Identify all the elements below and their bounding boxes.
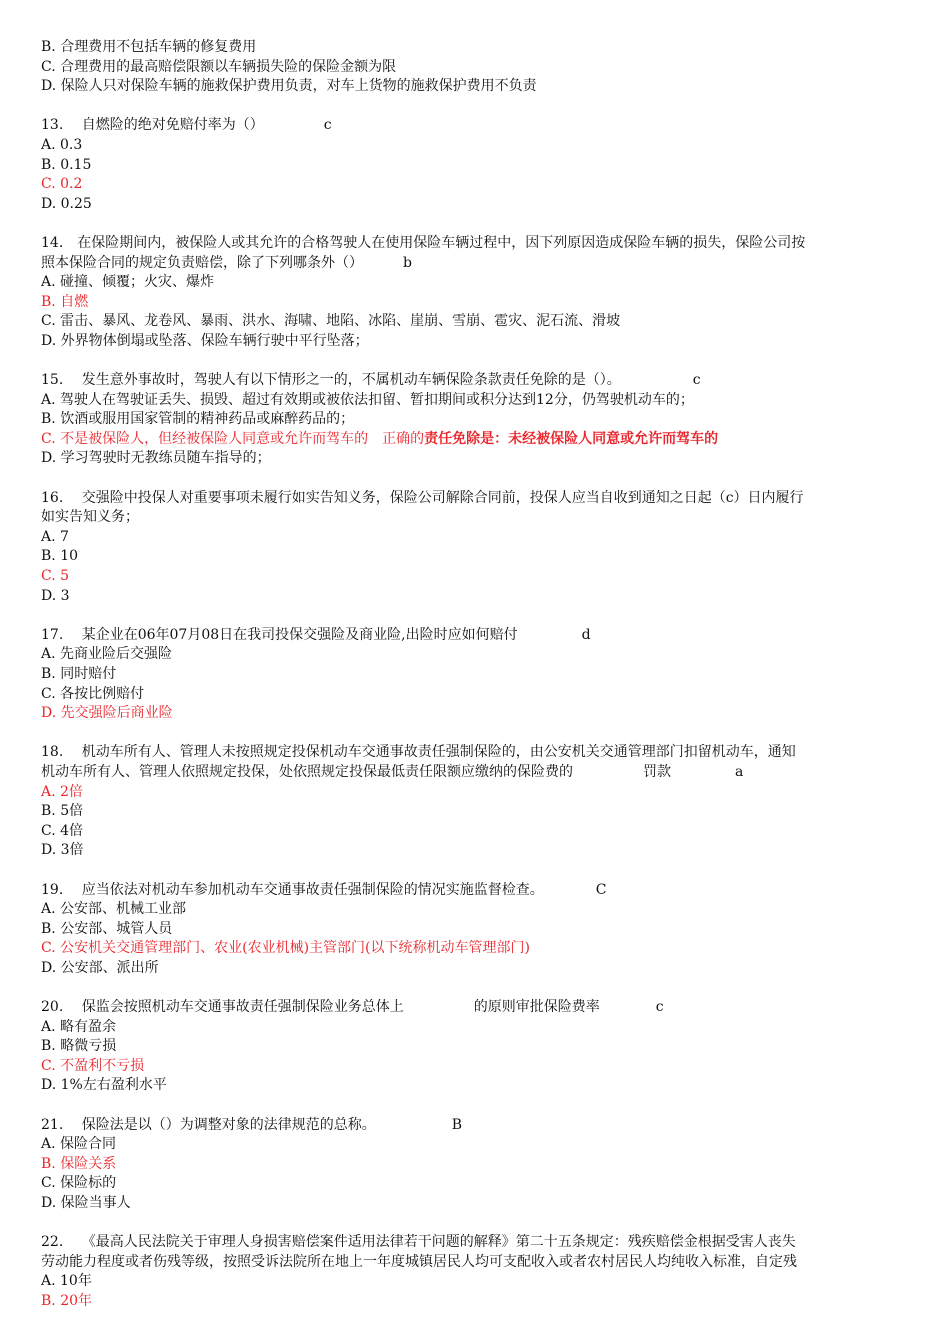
question-stem-cont — [41, 1253, 907, 1273]
answer-option — [41, 136, 907, 156]
answer-key: B — [451, 1116, 463, 1133]
answer-option — [41, 273, 907, 293]
question-stem — [41, 116, 907, 136]
answer-option — [41, 959, 907, 979]
question-stem — [41, 234, 907, 254]
answer-option — [41, 1155, 907, 1175]
question-stem — [41, 998, 907, 1018]
answer-option — [41, 1037, 907, 1057]
answer-option-text: A. 驾驶人在驾驶证丢失、损毁、超过有效期或被依法扣留、暂扣期间或积分达到12分，仍驾驶机动车的； — [41, 391, 694, 408]
answer-option-text: D. 外界物体倒塌或坠落、保险车辆行驶中平行坠落； — [41, 332, 369, 349]
answer-key: b — [403, 254, 412, 271]
answer-key: c — [692, 372, 701, 389]
document-page — [41, 38, 907, 1312]
blank-line — [41, 97, 907, 117]
prelude-option-text: D. 保险人只对保险车辆的施救保护费用负责，对车上货物的施救保护费用不负责 — [41, 78, 537, 95]
answer-option-text: D. 1%左右盈利水平 — [41, 1077, 167, 1094]
answer-option — [41, 567, 907, 587]
answer-option — [41, 332, 907, 352]
answer-option — [41, 293, 907, 313]
answer-option — [41, 685, 907, 705]
question-stem-text: 17. 某企业在06年07月08日在我司投保交强险及商业险,出险时应如何赔付 — [41, 626, 518, 643]
answer-option-text: C. 公安机关交通管理部门、农业(农业机械)主管部门(以下统称机动车管理部门) — [41, 940, 530, 957]
answer-option-text: A. 碰撞、倾覆；火灾、爆炸 — [41, 274, 215, 291]
blank-line — [41, 352, 907, 372]
answer-note: 责任免除是：未经被保险人同意或允许而驾车的 — [424, 430, 719, 447]
answer-option-text: B. 10 — [41, 548, 79, 565]
answer-option-text: D. 保险当事人 — [41, 1195, 131, 1212]
answer-option-text: B. 20年 — [41, 1293, 93, 1309]
answer-option-text: C. 0.2 — [41, 176, 83, 193]
answer-option — [41, 665, 907, 685]
question-stem — [41, 489, 907, 509]
answer-option — [41, 783, 907, 803]
answer-option-text: A. 10年 — [41, 1273, 92, 1290]
answer-option — [41, 391, 907, 411]
answer-option — [41, 939, 907, 959]
answer-option-text: A. 7 — [41, 528, 69, 545]
answer-option-text: A. 保险合同 — [41, 1136, 117, 1153]
blank-line — [41, 861, 907, 881]
answer-key: c — [323, 117, 332, 134]
answer-option — [41, 822, 907, 842]
question-stem-text: 13. 自燃险的绝对免赔付率为（） — [41, 117, 264, 134]
answer-option-text: B. 饮酒或服用国家管制的精神药品或麻醉药品的； — [41, 411, 355, 428]
answer-option-text: A. 略有盈余 — [41, 1018, 117, 1035]
answer-option-text: A. 先商业险后交强险 — [41, 646, 173, 663]
answer-option-text: D. 3倍 — [41, 842, 84, 859]
blank-line — [41, 724, 907, 744]
answer-option-text: B. 公安部、城管人员 — [41, 920, 173, 937]
answer-key: c — [655, 999, 664, 1016]
answer-option-text: D. 0.25 — [41, 195, 92, 212]
question-stem-cont-text: 劳动能力程度或者伤残等级，按照受诉法院所在地上一年度城镇居民人均可支配收入或者农村居民人均纯收入标准，自定残 — [41, 1253, 797, 1270]
prelude-option-text: B. 合理费用不包括车辆的修复费用 — [41, 39, 257, 55]
answer-option-text: A. 2倍 — [41, 783, 83, 800]
answer-option-text: C. 不盈利不亏损 — [41, 1057, 145, 1074]
answer-option — [41, 195, 907, 215]
answer-option — [41, 1018, 907, 1038]
question-stem — [41, 371, 907, 391]
answer-option — [41, 704, 907, 724]
question-stem-text: 18. 机动车所有人、管理人未按照规定投保机动车交通事故责任强制保险的，由公安机关交通管理部门扣留机动车，通知 — [41, 744, 796, 761]
question-stem — [41, 1233, 907, 1253]
answer-option-text: D. 先交强险后商业险 — [41, 705, 173, 722]
answer-option-text: B. 保险关系 — [41, 1155, 117, 1172]
prelude-option — [41, 77, 907, 97]
answer-option — [41, 900, 907, 920]
answer-option — [41, 1057, 907, 1077]
answer-option-text: A. 0.3 — [41, 136, 83, 153]
question-stem-cont — [41, 763, 907, 783]
answer-key: C — [595, 881, 607, 898]
answer-key: a — [735, 763, 744, 780]
answer-option — [41, 156, 907, 176]
answer-option-text: C. 保险标的 — [41, 1175, 117, 1192]
question-stem — [41, 743, 907, 763]
answer-option — [41, 312, 907, 332]
answer-option-text: C. 各按比例赔付 — [41, 685, 145, 702]
question-stem-text: 20. 保监会按照机动车交通事故责任强制保险业务总体上 的原则审批保险费率 — [41, 999, 600, 1016]
answer-option-text: D. 公安部、派出所 — [41, 959, 159, 976]
answer-option — [41, 1174, 907, 1194]
answer-option — [41, 645, 907, 665]
blank-line — [41, 469, 907, 489]
answer-option — [41, 920, 907, 940]
question-stem-text: 22. 《最高人民法院关于审理人身损害赔偿案件适用法律若干问题的解释》第二十五条规定：残疾赔偿金根据受害人丧失 — [41, 1234, 796, 1251]
answer-option-text: C. 4倍 — [41, 822, 84, 839]
question-stem-text: 14. 在保险期间内，被保险人或其允许的合格驾驶人在使用保险车辆过程中，因下列原因造成保险车辆的损失，保险公司按 — [41, 234, 806, 251]
question-stem-text: 15. 发生意外事故时，驾驶人有以下情形之一的，不属机动车辆保险条款责任免除的是（）。 — [41, 372, 621, 389]
blank-line — [41, 214, 907, 234]
answer-option-text: D. 学习驾驶时无教练员随车指导的； — [41, 450, 271, 467]
question-stem-text: 19. 应当依法对机动车参加机动车交通事故责任强制保险的情况实施监督检查。 — [41, 881, 544, 898]
answer-option — [41, 1076, 907, 1096]
question-stem — [41, 626, 907, 646]
question-stem-cont-text: 如实告知义务； — [41, 509, 139, 526]
answer-option-text: B. 略微亏损 — [41, 1038, 117, 1055]
question-stem-cont — [41, 508, 907, 528]
answer-option-text: B. 同时赔付 — [41, 666, 117, 682]
answer-option-text: B. 0.15 — [41, 156, 92, 173]
answer-option-text: C. 5 — [41, 568, 70, 585]
answer-option — [41, 1135, 907, 1155]
blank-line — [41, 1214, 907, 1234]
answer-option — [41, 1194, 907, 1214]
question-stem-cont-text: 照本保险合同的规定负责赔偿，除了下列哪条外（） — [41, 254, 363, 271]
answer-option-text: A. 公安部、机械工业部 — [41, 901, 187, 918]
answer-option-text: C. 雷击、暴风、龙卷风、暴雨、洪水、海啸、地陷、冰陷、崖崩、雪崩、雹灾、泥石流、滑坡 — [41, 313, 621, 330]
answer-option — [41, 587, 907, 607]
answer-option — [41, 410, 907, 430]
answer-option — [41, 430, 907, 450]
question-stem — [41, 881, 907, 901]
question-stem — [41, 1116, 907, 1136]
answer-option-text: C. 不是被保险人，但经被保险人同意或允许而驾车的 正确的 — [41, 430, 425, 447]
answer-option-text: B. 自燃 — [41, 293, 89, 310]
answer-option — [41, 528, 907, 548]
answer-option — [41, 547, 907, 567]
blank-line — [41, 1096, 907, 1116]
question-stem-cont-text: 机动车所有人、管理人依照规定投保，处依照规定投保最低责任限额应缴纳的保险费的 罚款 — [41, 763, 671, 780]
blank-line — [41, 606, 907, 626]
blank-line — [41, 979, 907, 999]
prelude-option-text: C. 合理费用的最高赔偿限额以车辆损失险的保险金额为限 — [41, 58, 397, 75]
question-stem-text: 21. 保险法是以（）为调整对象的法律规范的总称。 — [41, 1116, 376, 1133]
answer-option — [41, 175, 907, 195]
prelude-option — [41, 58, 907, 78]
answer-option-text: B. 5倍 — [41, 803, 84, 820]
answer-option-text: D. 3 — [41, 587, 70, 604]
answer-option — [41, 1292, 907, 1312]
answer-option — [41, 449, 907, 469]
answer-option — [41, 1272, 907, 1292]
answer-option — [41, 841, 907, 861]
answer-option — [41, 802, 907, 822]
prelude-option — [41, 38, 907, 58]
answer-key: d — [581, 626, 591, 643]
question-stem-text: 16. 交强险中投保人对重要事项未履行如实告知义务，保险公司解除合同前，投保人应当自收到通知之日起（c）日内履行 — [41, 489, 804, 506]
question-stem-cont — [41, 254, 907, 274]
